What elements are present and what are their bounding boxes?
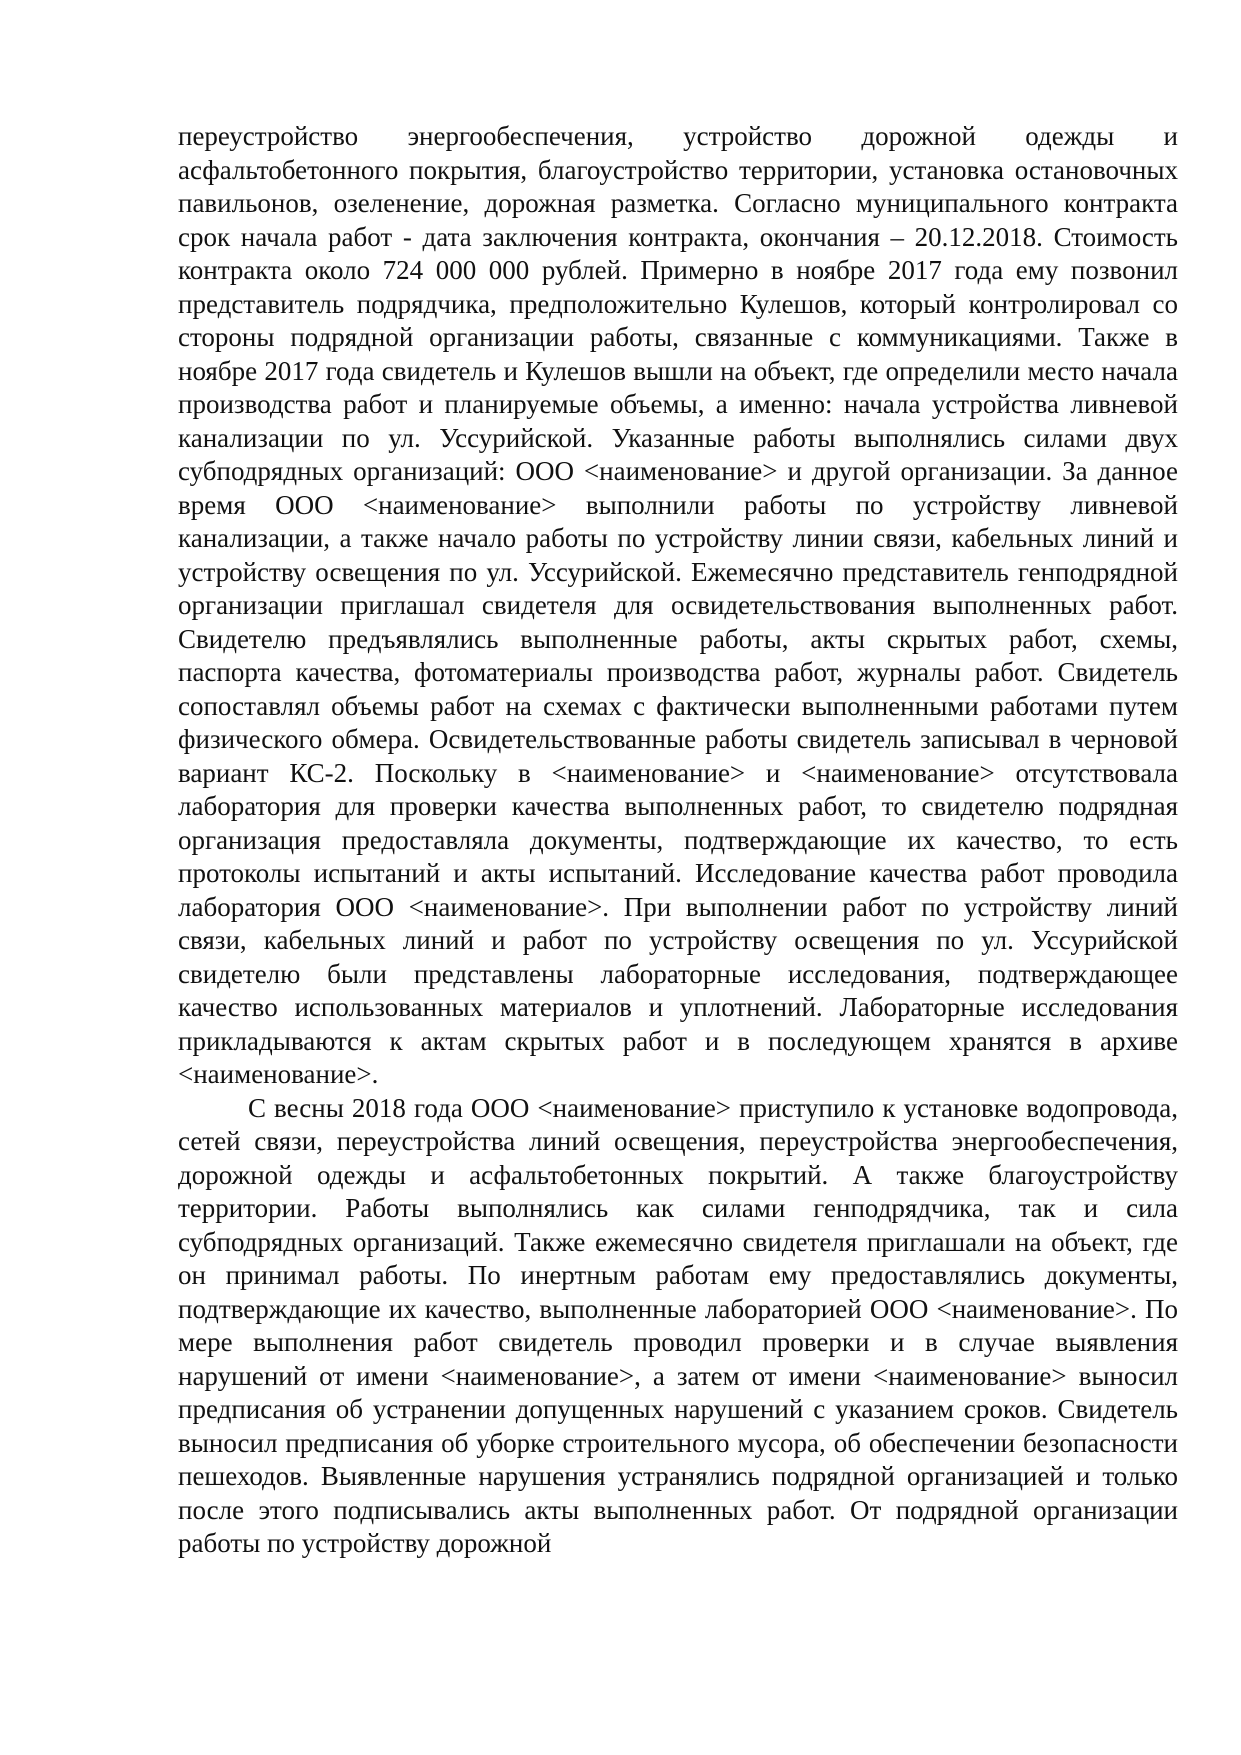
document-body: [178, 120, 1178, 1561]
paragraph-1: переустройство энергообеспечения, устройство дорожной одежды и асфальтобетонного покрытия, благоустройство территории, установка остановочных павильонов, озеленение, дорожная разметка. Согласно муниципального контракта срок начала работ - дата заключения контракта, окончания – 20.12.2018. Стоимость контракта около 724 000 000 рублей. Примерно в ноябре 2017 года ему позвонил представитель подрядчика, предположительно Кулешов, который контролировал со стороны подрядной организации работы, связанные с коммуникациями. Также в ноябре 2017 года свидетель и Кулешов вышли на объект, где определили место начала производства работ и планируемые объемы, а именно: начала устройства ливневой канализации по ул. Уссурийской. Указанные работы выполнялись силами двух субподрядных организаций: ООО <наименование> и другой организации. За данное время ООО <наименование> выполнили работы по устройству ливневой канализации, а также начало работы по устройству линии связи, кабельных линий и устройству освещения по ул. Уссурийской. Ежемесячно представитель генподрядной организации приглашал свидетеля для освидетельствования выполненных работ. Свидетелю предъявлялись выполненные работы, акты скрытых работ, схемы, паспорта качества, фотоматериалы производства работ, журналы работ. Свидетель сопоставлял объемы работ на схемах с фактически выполненными работами путем физического обмера. Освидетельствованные работы свидетель записывал в черновой вариант КС-2. Поскольку в <наименование> и <наименование> отсутствовала лаборатория для проверки качества выполненных работ, то свидетелю подрядная организация предоставляла документы, подтверждающие их качество, то есть протоколы испытаний и акты испытаний. Исследование качества работ проводила лаборатория ООО <наименование>. При выполнении работ по устройству линий связи, кабельных линий и работ по устройству освещения по ул. Уссурийской свидетелю были представлены лабораторные исследования, подтверждающее качество использованных материалов и уплотнений. Лабораторные исследования прикладываются к актам скрытых работ и в последующем хранятся в архиве <наименование>.: [178, 121, 1178, 1089]
paragraph-2: С весны 2018 года ООО <наименование> приступило к установке водопровода, сетей связи, переустройства линий освещения, переустройства энергообеспечения, дорожной одежды и асфальтобетонных покрытий. А также благоустройству территории. Работы выполнялись как силами генподрядчика, так и сила субподрядных организаций. Также ежемесячно свидетеля приглашали на объект, где он принимал работы. По инертным работам ему предоставлялись документы, подтверждающие их качество, выполненные лабораторией ООО <наименование>. По мере выполнения работ свидетель проводил проверки и в случае выявления нарушений от имени <наименование>, а затем от имени <наименование> выносил предписания об устранении допущенных нарушений с указанием сроков. Свидетель выносил предписания об уборке строительного мусора, об обеспечении безопасности пешеходов. Выявленные нарушения устранялись подрядной организацией и только после этого подписывались акты выполненных работ. От подрядной организации работы по устройству дорожной: [178, 1092, 1178, 1558]
